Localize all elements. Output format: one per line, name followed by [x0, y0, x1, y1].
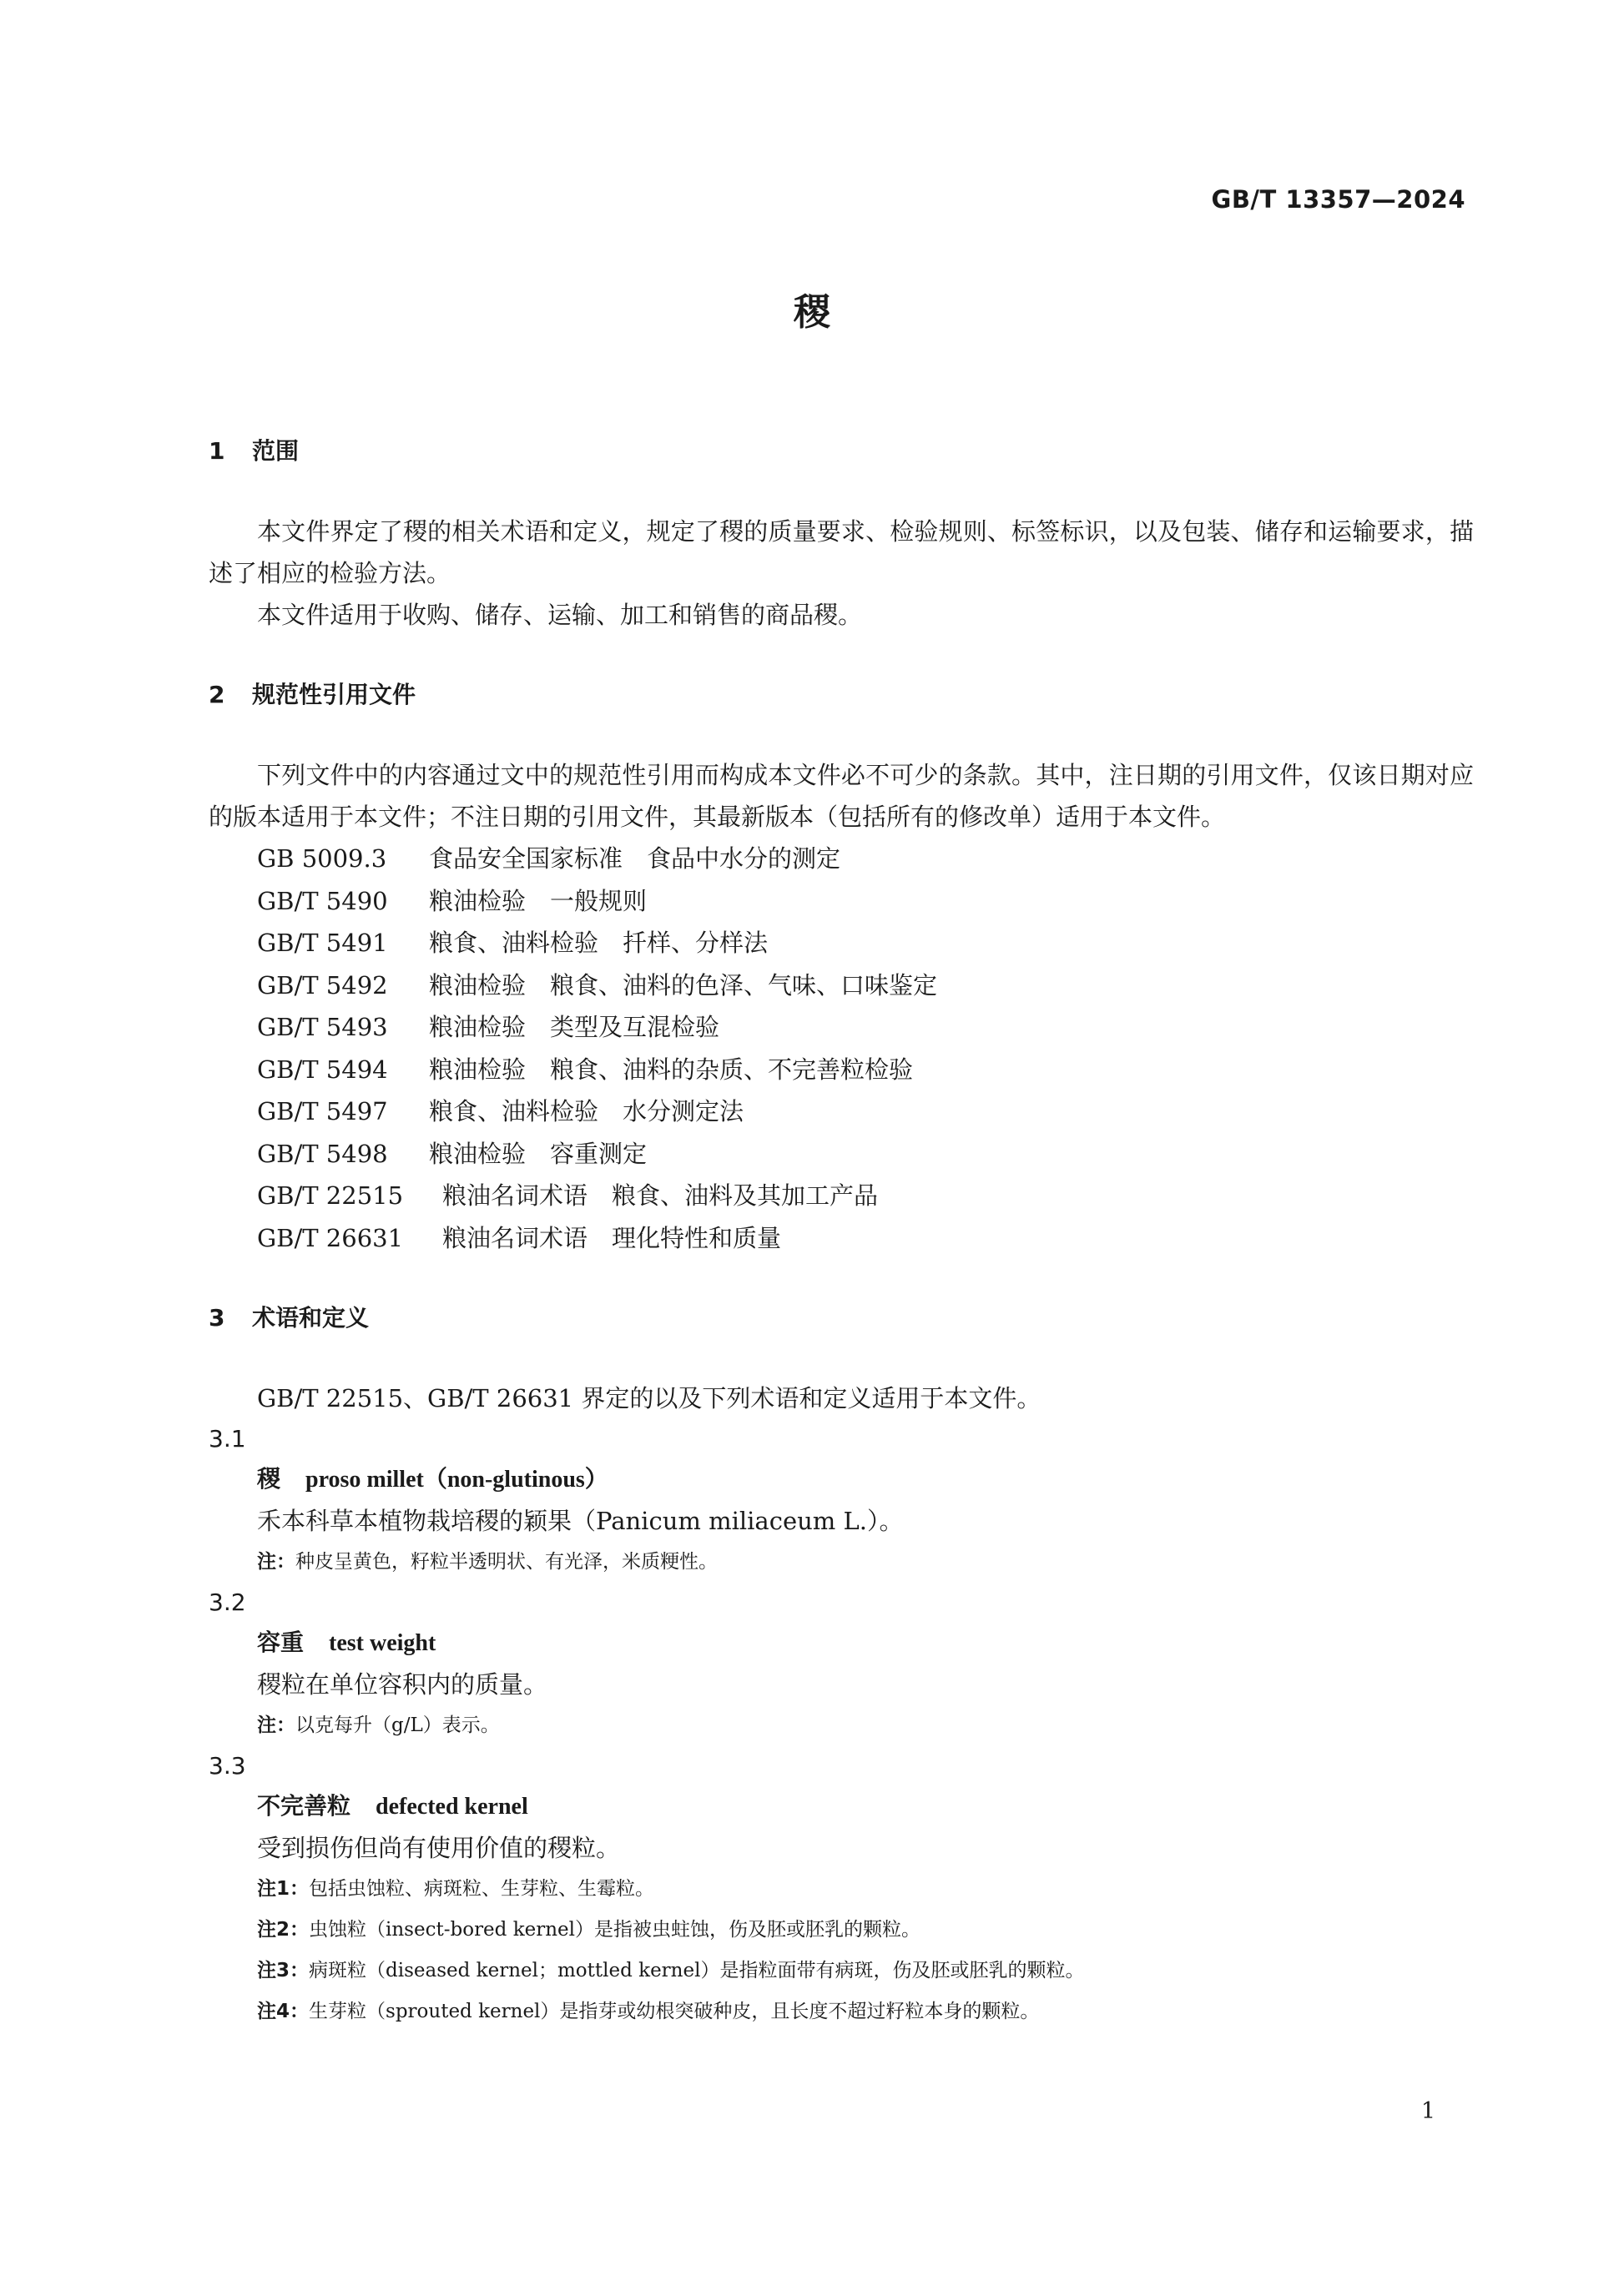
document-body	[209, 430, 1474, 2032]
term-number: 3.1	[209, 1425, 246, 1453]
reference-code: GB/T 5494	[257, 1055, 388, 1084]
reference-title: 粮油检验 粮食、油料的色泽、气味、口味鉴定	[429, 970, 938, 999]
reference-item	[209, 838, 1474, 880]
term-chinese: 稷	[257, 1465, 281, 1493]
note-text: 生芽粒（sprouted kernel）是指芽或幼根突破种皮，且长度不超过籽粒本身的颗粒。	[309, 2001, 1040, 2022]
reference-code: GB/T 22515	[257, 1181, 404, 1210]
note-text: 虫蚀粒（insect-bored kernel）是指被虫蛀蚀，伤及胚或胚乳的颗粒。	[309, 1919, 921, 1941]
term-note	[209, 1991, 1474, 2032]
reference-title: 粮食、油料检验 扦样、分样法	[429, 929, 769, 957]
term-english: defected kernel	[376, 1794, 528, 1820]
scope-paragraph: 本文件界定了稷的相关术语和定义，规定了稷的质量要求、检验规则、标签标识，以及包装、储存和运输要求，描述了相应的检验方法。	[209, 517, 1474, 587]
reference-title: 粮油检验 一般规则	[429, 886, 648, 915]
term-entry	[209, 1786, 1474, 1827]
reference-title: 粮油检验 容重测定	[429, 1139, 648, 1168]
reference-code: GB/T 5493	[257, 1013, 388, 1041]
reference-code: GB/T 5491	[257, 929, 388, 957]
reference-item	[209, 1090, 1474, 1133]
term-note	[209, 1910, 1474, 1951]
term-entry	[209, 1459, 1474, 1500]
term-definition: 稷粒在单位容积内的质量。	[257, 1670, 548, 1699]
note-label: 注：	[257, 1551, 295, 1573]
note-label: 注3：	[257, 1960, 310, 1981]
section-title: 规范性引用文件	[252, 681, 416, 708]
section-number: 3	[209, 1304, 225, 1332]
reference-list	[209, 838, 1474, 1259]
term-chinese: 容重	[257, 1629, 305, 1656]
reference-title: 粮食、油料检验 水分测定法	[429, 1097, 744, 1125]
document-title: 稷	[794, 291, 830, 334]
term-note	[209, 1951, 1474, 1991]
refs-intro-paragraph: 下列文件中的内容通过文中的规范性引用而构成本文件必不可少的条款。其中，注日期的引用文件，仅该日期对应的版本适用于本文件；不注日期的引用文件，其最新版本（包括所有的修改单）适用于本文件。	[209, 761, 1474, 831]
term-chinese: 不完善粒	[257, 1792, 351, 1820]
reference-title: 粮油检验 粮食、油料的杂质、不完善粒检验	[429, 1055, 914, 1084]
page-number: 1	[1420, 2098, 1435, 2124]
reference-item	[209, 880, 1474, 923]
term-note	[209, 1705, 1474, 1746]
reference-code: GB 5009.3	[257, 844, 387, 873]
reference-code: GB/T 5490	[257, 886, 388, 915]
section-heading-terms	[209, 1297, 1474, 1339]
note-text: 包括虫蚀粒、病斑粒、生芽粒、生霉粒。	[309, 1878, 655, 1900]
reference-code: GB/T 26631	[257, 1223, 404, 1252]
section-heading-scope	[209, 430, 1474, 472]
term-number: 3.3	[209, 1752, 246, 1780]
reference-title: 粮油名词术语 粮食、油料及其加工产品	[442, 1181, 879, 1210]
note-text: 病斑粒（diseased kernel；mottled kernel）是指粒面带有病斑，伤及胚或胚乳的颗粒。	[309, 1960, 1085, 1981]
term-number: 3.2	[209, 1589, 246, 1616]
term-english: test weight	[329, 1630, 436, 1656]
reference-item	[209, 1175, 1474, 1217]
term-entry	[209, 1623, 1474, 1664]
note-label: 注1：	[257, 1878, 310, 1900]
reference-code: GB/T 5497	[257, 1097, 388, 1125]
section-title: 范围	[252, 437, 300, 465]
term-english: proso millet（non-glutinous）	[305, 1467, 608, 1493]
reference-item	[209, 1217, 1474, 1260]
reference-title: 食品安全国家标准 食品中水分的测定	[429, 844, 841, 873]
term-note	[209, 1869, 1474, 1910]
term-definition: 受到损伤但尚有使用价值的稷粒。	[257, 1834, 621, 1862]
term-note	[209, 1542, 1474, 1583]
scope-paragraph: 本文件适用于收购、储存、运输、加工和销售的商品稷。	[257, 601, 863, 629]
reference-item	[209, 922, 1474, 964]
reference-item	[209, 964, 1474, 1007]
reference-code: GB/T 5498	[257, 1139, 388, 1168]
reference-item	[209, 1133, 1474, 1176]
note-text: 种皮呈黄色，籽粒半透明状、有光泽，米质粳性。	[295, 1551, 718, 1573]
reference-title: 粮油检验 类型及互混检验	[429, 1013, 720, 1041]
note-label: 注：	[257, 1714, 295, 1736]
note-label: 注4：	[257, 2001, 310, 2022]
reference-code: GB/T 5492	[257, 970, 388, 999]
standard-code: GB/T 13357—2024	[1211, 185, 1465, 214]
note-text: 以克每升（g/L）表示。	[295, 1714, 500, 1736]
section-number: 1	[209, 437, 225, 465]
section-title: 术语和定义	[252, 1304, 370, 1332]
reference-item	[209, 1006, 1474, 1049]
section-heading-normative-refs	[209, 674, 1474, 716]
section-number: 2	[209, 681, 225, 708]
note-label: 注2：	[257, 1919, 310, 1941]
term-definition: 禾本科草本植物栽培稷的颖果（Panicum miliaceum L.）。	[257, 1507, 904, 1535]
reference-item	[209, 1049, 1474, 1091]
terms-intro-paragraph: GB/T 22515、GB/T 26631 界定的以及下列术语和定义适用于本文件。	[257, 1384, 1041, 1412]
reference-title: 粮油名词术语 理化特性和质量	[442, 1223, 782, 1252]
